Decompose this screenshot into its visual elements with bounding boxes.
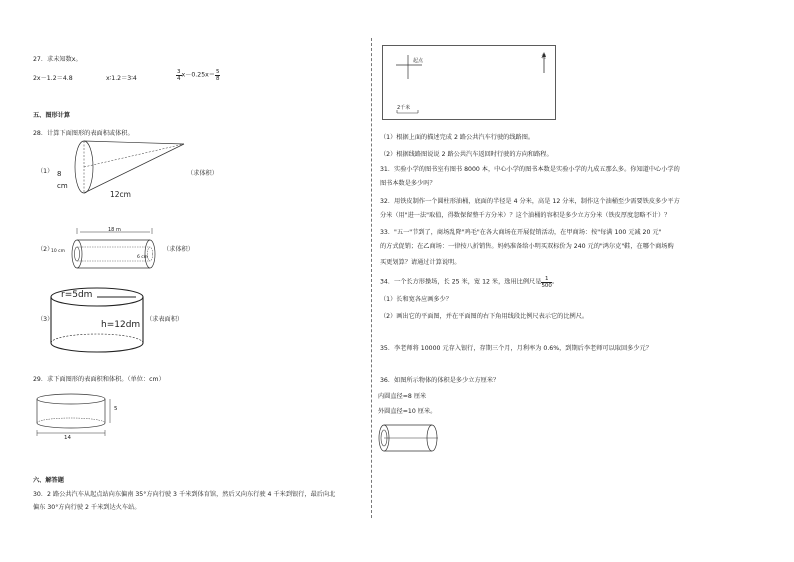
q34-sub-2: （2）画出它的平面图，并在平面图的右下角用线段比例尺表示它的比例尺。 xyxy=(380,313,589,320)
cone-base-length: 12cm xyxy=(110,190,131,199)
q27-equation-3: $\frac{3}{4}$ x－0.25x＝ $\frac{5}{8}$ xyxy=(177,69,220,82)
tube-length-label: 18 m xyxy=(108,227,121,233)
q30-line-2: 偏东 30°方向行驶 2 千米到达火车站。 xyxy=(33,504,141,511)
q28-part3-label: （3） xyxy=(37,316,54,323)
q28-part2-label: （2） xyxy=(37,246,54,253)
cylinder-radius-label: r=5dm xyxy=(61,290,93,300)
q30-line-1: 30．2 路公共汽车从起点站向东偏南 35°方向行驶 3 千米到体育馆，然后又向东行驶 4 千米到银行，最后向北 xyxy=(33,491,336,498)
scale-ratio-fraction: $\frac{1}{500}$ xyxy=(541,276,552,289)
q33-line-2: 的方式促销；在乙商场：一律按八折销售。妈妈准备给小明买双标价为 240 元的"鸿尔克"鞋，在哪个商场购 xyxy=(380,243,674,250)
cylinder-height-label: h=12dm xyxy=(101,320,141,330)
fraction-3-4: $\frac{3}{4}$ xyxy=(177,69,181,82)
q34-line-1: 34．一个长方形操场，长 25 米，宽 12 米，选用比例尺是 $\frac{1}{500}$ 。 xyxy=(380,276,559,289)
map-start-label: 起点 xyxy=(413,58,424,64)
cone-height-unit: cm xyxy=(57,182,68,190)
cone-height-value: 8 xyxy=(57,170,62,178)
q28-title: 28．计算下面图形的表面积或体积。 xyxy=(33,130,134,137)
section-5-heading: 五、图形计算 xyxy=(33,112,71,119)
q28-part2-requirement: （求体积） xyxy=(163,246,194,253)
tube-outer-diameter-label: 10 cm xyxy=(51,249,66,254)
q27-title: 27．求未知数x。 xyxy=(33,56,82,63)
q30-sub-2: （2）根据线路图说说 2 路公共汽车返回时行驶的方向和路程。 xyxy=(380,151,553,158)
tube-inner-diameter-label: 6 cm xyxy=(137,255,149,260)
q36-inner-diameter: 内圆直径=8 厘米 xyxy=(378,393,427,400)
q33-line-1: 33．"五一"节到了，商场乱降"鸡毛"在各大商场在开展促销活动，在甲商场：按"每满 100 元减 20 元" xyxy=(380,229,662,236)
q35-text: 35．李老师将 10000 元存入银行，存期三个月，月利率为 0.6%，到期后李老师可以取回多少元？ xyxy=(380,345,652,352)
q30-sub-1: （1）根据上面的描述完成 2 路公共汽车行驶的线路图。 xyxy=(380,134,535,141)
q36-pipe-figure xyxy=(376,421,440,455)
q31-line-2: 图书本数是多少吗？ xyxy=(380,180,436,187)
q36-outer-diameter: 外圆直径=10 厘米。 xyxy=(378,408,437,415)
q29-length-value: 14 xyxy=(64,435,71,441)
q28-part1-label: （1） xyxy=(37,168,54,175)
q27-equation-1: 2x－1.2＝4.8 xyxy=(33,75,73,82)
q32-line-2: 分米（用"进一法"取值，得数保留整千方分米）？这个油桶的容积是多少立方分米（铁皮厚度忽略不计）？ xyxy=(380,212,671,219)
q34-sub-1: （1）长和宽各应画多少？ xyxy=(380,296,452,303)
map-north-label: 北 xyxy=(541,54,547,60)
map-scale-label: 2千米 xyxy=(397,105,411,111)
q32-line-1: 32．用铁皮制作一个圆柱形油桶，底面的半径是 4 分米，高是 12 分米，制作这个油桶至少需要铁皮多少平方 xyxy=(380,198,680,205)
fraction-5-8: $\frac{5}{8}$ xyxy=(215,69,220,82)
q29-height-value: 5 xyxy=(114,406,118,412)
q33-line-3: 买更划算？请通过计算说明。 xyxy=(380,259,461,266)
column-divider xyxy=(371,38,372,518)
q28-part3-requirement: （求表面积） xyxy=(146,316,184,323)
q36-title: 36．如图所示物体的体积是多少立方厘米？ xyxy=(380,377,500,384)
q28-part1-requirement: （求体积） xyxy=(187,170,218,177)
q27-equation-2: x∶1.2＝3∶4 xyxy=(106,75,137,82)
q29-cylinder-figure xyxy=(34,391,114,441)
section-6-heading: 六、解答题 xyxy=(33,477,64,484)
q29-title: 29．求下面图形的表面积和体积。（单位：cm） xyxy=(33,376,165,383)
q31-line-1: 31．实验小学的图书室有图书 8000 本，中心小学的图书本数是实验小学的九成五那么多。你知道中心小学的 xyxy=(380,166,680,173)
